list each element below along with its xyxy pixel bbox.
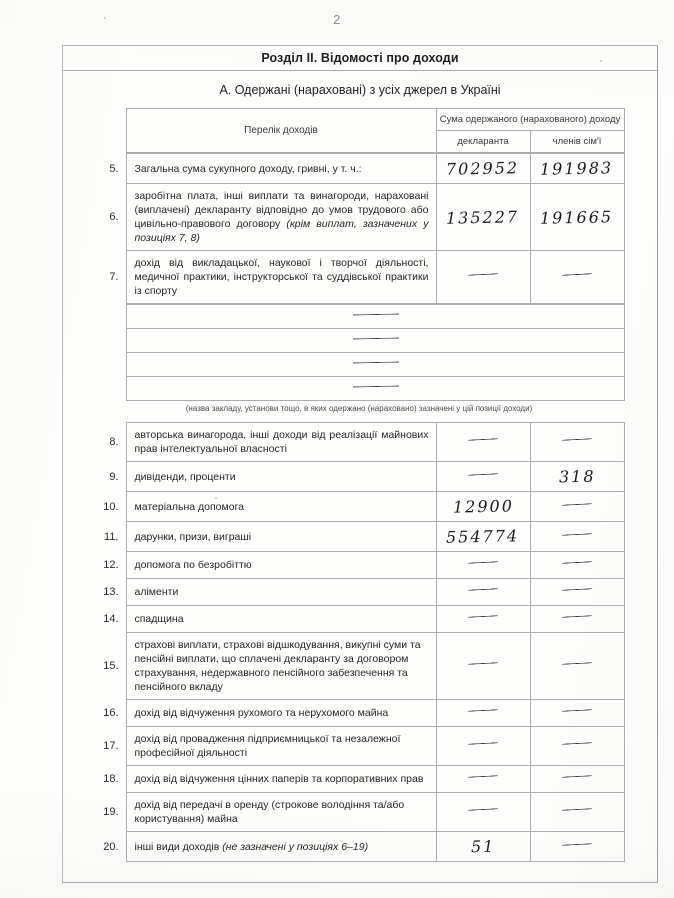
family-amount-cell[interactable] [530,552,624,579]
family-amount-cell[interactable] [530,462,624,492]
table-row[interactable] [94,579,624,606]
declarant-amount-cell[interactable] [436,606,530,633]
row-description: дивіденди, проценти [126,462,436,492]
blank-line-number [94,353,126,377]
header-number-spacer [94,109,126,131]
empty-dash-mark [562,709,592,712]
row-number: 14. [103,613,119,625]
family-amount-cell[interactable] [530,184,624,251]
income-table-part2 [94,422,625,862]
empty-dash-mark [562,273,592,276]
table-row[interactable] [94,522,624,552]
empty-dash-mark [468,775,498,778]
blank-line-field[interactable] [126,329,624,353]
table-row[interactable] [94,154,624,184]
income-table-header [94,108,625,153]
family-amount-cell[interactable] [530,700,624,727]
table-row[interactable] [94,700,624,727]
section-subtitle: А. Одержані (нараховані) з усіх джерел в Україні [219,83,501,97]
empty-dash-mark [353,314,399,316]
empty-dash-mark [562,808,592,811]
family-amount-cell[interactable] [530,766,624,793]
family-amount-cell[interactable] [530,154,624,184]
declarant-amount-value: 51 [470,836,496,857]
declarant-amount-cell[interactable] [436,552,530,579]
family-amount-cell[interactable] [530,522,624,552]
empty-dash-mark [562,615,592,618]
row-number: 7. [109,271,119,283]
empty-dash-mark [468,438,498,441]
family-amount-cell[interactable] [530,633,624,700]
empty-dash-mark [468,588,498,591]
table-row[interactable] [94,766,624,793]
table-row[interactable] [94,552,624,579]
row-description: дохід від відчуження рухомого та нерухомого майна [126,700,436,727]
declarant-amount-cell[interactable] [436,462,530,492]
empty-dash-mark [468,615,498,618]
header-description: Перелік доходів [126,109,436,153]
row-description: Загальна сума сукупного доходу, гривні, у т. ч.: [126,154,436,184]
table-row[interactable] [94,832,624,862]
income-table-blank-lines [94,304,625,401]
row-description: дохід від викладацької, наукової і творчої діяльності, медичної практики, інструкторської та суддівської практики із спорту [126,251,436,304]
declarant-amount-cell[interactable] [436,793,530,832]
family-amount-cell[interactable] [530,832,624,862]
header-amount-group: Сума одержаного (нарахованого) доходу [436,109,624,131]
declarant-amount-cell[interactable] [436,184,530,251]
declarant-amount-value: 12900 [452,496,514,517]
empty-dash-mark [353,386,399,388]
header-family: членів сім'ї [530,131,624,153]
blank-line-field[interactable] [126,377,624,401]
empty-dash-mark [562,662,592,665]
declarant-amount-cell[interactable] [436,633,530,700]
row-number: 8. [109,436,119,448]
header-declarant: декларанта [436,131,530,153]
declarant-amount-cell[interactable] [436,579,530,606]
header-number-spacer-2 [94,131,126,153]
blank-line-number [94,329,126,353]
table-row[interactable] [94,184,624,251]
declarant-amount-cell[interactable] [436,727,530,766]
row-description: авторська винагорода, інші доходи від реалізації майнових прав інтелектуальної власності [126,423,436,462]
empty-dash-mark [468,561,498,564]
family-amount-cell[interactable] [530,492,624,522]
declarant-amount-cell[interactable] [436,423,530,462]
empty-dash-mark [562,561,592,564]
blank-line-field[interactable] [126,353,624,377]
table-row[interactable] [94,492,624,522]
table-row[interactable] [94,633,624,700]
empty-dash-mark [468,709,498,712]
row-number: 5. [109,162,119,175]
declarant-amount-value: 554774 [446,526,520,547]
empty-dash-mark [468,742,498,745]
row-description: інші види доходів (не зазначені у позиціях 6–19) [126,832,436,862]
row-number: 12. [103,559,119,571]
table-row[interactable] [94,793,624,832]
empty-dash-mark [468,662,498,665]
empty-dash-mark [562,533,592,536]
row-description: матеріальна допомога [126,492,436,522]
empty-dash-mark [468,473,498,476]
row-description: дохід від провадження підприємницької та незалежної професійної діяльності [126,727,436,766]
family-amount-cell[interactable] [530,727,624,766]
empty-dash-mark [353,338,399,340]
row-description: дохід від відчуження цінних паперів та корпоративних прав [126,766,436,793]
declarant-amount-cell[interactable] [436,832,530,862]
blank-line-row[interactable] [94,377,624,401]
row-number: 13. [103,586,119,598]
blank-line-field[interactable] [126,305,624,329]
empty-dash-mark [468,273,498,276]
page-number: 2 [333,12,341,27]
family-amount-cell[interactable] [530,579,624,606]
row-number: 6. [109,211,119,223]
blank-line-number [94,377,126,401]
row-description: заробітна плата, інші виплати та винагороди, нараховані (виплачені) декларанту відповідно до умов трудового або цивільно-правового договору (крім виплат, зазначених у позиціях 7, 8) [126,184,436,251]
empty-dash-mark [562,588,592,591]
blank-line-number [94,305,126,329]
table-row[interactable] [94,727,624,766]
row-number: 20. [103,840,119,853]
blank-lines-caption: (назва закладу, установи тощо, в яких одержано (нараховано) зазначені у цій позиції доходи) [185,404,533,413]
declarant-amount-value: 135227 [446,206,520,228]
declarant-amount-cell[interactable] [436,251,530,304]
row-number: 10. [103,500,119,513]
empty-dash-mark [562,503,592,506]
declarant-amount-cell[interactable] [436,700,530,727]
family-amount-cell[interactable] [530,251,624,304]
row-number: 19. [103,806,119,818]
row-description: страхові виплати, страхові відшкодування, викупні суми та пенсійні виплати, що сплачені декларанту за договором страхування, недержавного пенсійного забезпечення та пенсійного вкладу [126,633,436,700]
row-description: допомога по безробіттю [126,552,436,579]
declarant-amount-cell[interactable] [436,766,530,793]
declarant-amount-value: 702952 [446,158,520,179]
row-number: 17. [103,740,119,752]
blank-line-row[interactable] [94,305,624,329]
row-number: 18. [103,773,119,785]
family-amount-value: 191665 [540,206,614,228]
empty-dash-mark [353,362,399,364]
family-amount-cell[interactable] [530,793,624,832]
income-table-part1 [94,153,625,304]
table-header-row-top [94,109,624,131]
row-number: 15. [103,660,119,672]
row-number: 9. [109,470,119,483]
blank-line-row[interactable] [94,353,624,377]
blank-line-row[interactable] [94,329,624,353]
empty-dash-mark [562,843,592,846]
empty-dash-mark [468,808,498,811]
table-row[interactable] [94,606,624,633]
family-amount-cell[interactable] [530,606,624,633]
table-row[interactable] [94,251,624,304]
declarant-amount-cell[interactable] [436,522,530,552]
family-amount-value: 191983 [540,158,614,179]
declarant-amount-cell[interactable] [436,154,530,184]
table-row[interactable] [94,423,624,462]
family-amount-value: 318 [558,466,596,487]
section-title: Розділ II. Відомості про доходи [63,46,657,71]
declarant-amount-cell[interactable] [436,492,530,522]
row-description: спадщина [126,606,436,633]
row-number: 11. [104,530,119,543]
row-number: 16. [103,707,119,719]
empty-dash-mark [562,438,592,441]
table-row[interactable] [94,462,624,492]
family-amount-cell[interactable] [530,423,624,462]
row-description: дохід від передачі в оренду (строкове володіння та/або користування) майна [126,793,436,832]
row-description: дарунки, призи, виграші [126,522,436,552]
empty-dash-mark [562,742,592,745]
row-description: аліменти [126,579,436,606]
empty-dash-mark [562,775,592,778]
document-content [63,46,657,862]
